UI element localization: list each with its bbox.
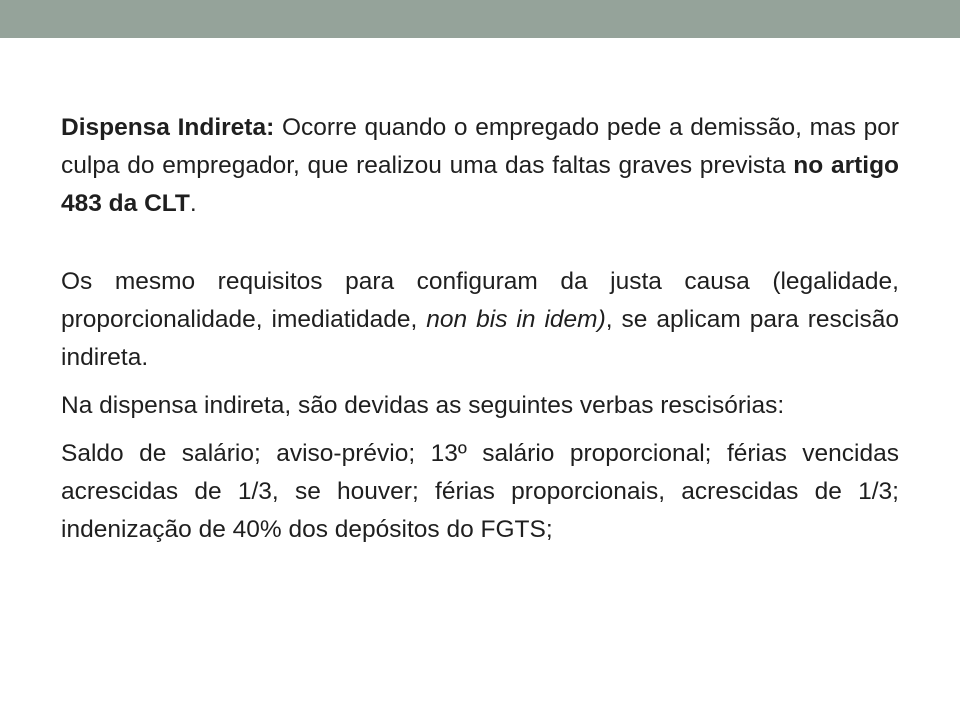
paragraph1-text-b: . [189,190,197,217]
paragraph1-text-a: Ocorre quando o empregado pede a demissão, mas por culpa do empregador, que realizou uma das faltas graves prevista [61,114,900,179]
latin-expression: non bis in idem) [426,306,606,333]
paragraph-verbas-list: Saldo de salário; aviso-prévio; 13º salário proporcional; férias vencidas acrescidas de 1/3, se houver; férias proporcionais, acrescidas de 1/3; indenização de 40% dos depósitos do FGTS; [61,440,899,543]
paragraph-verbas-intro: Na dispensa indireta, são devidas as seguintes verbas rescisórias: [61,392,785,419]
paragraph-requisitos [61,263,899,377]
paragraph2-text-b: , se aplicam para rescisão indireta. [61,306,899,371]
header-bar [0,0,960,38]
article-reference: no artigo 483 da CLT [61,152,900,217]
paragraph2-text-a: Os mesmo requisitos para configuram da justa causa (legalidade, proporcionalidade, imediatidade, [61,268,899,333]
term-dispensa-indireta: Dispensa Indireta: [61,114,275,141]
paragraph-dispensa-indireta [61,109,899,223]
slide-content [61,109,899,549]
